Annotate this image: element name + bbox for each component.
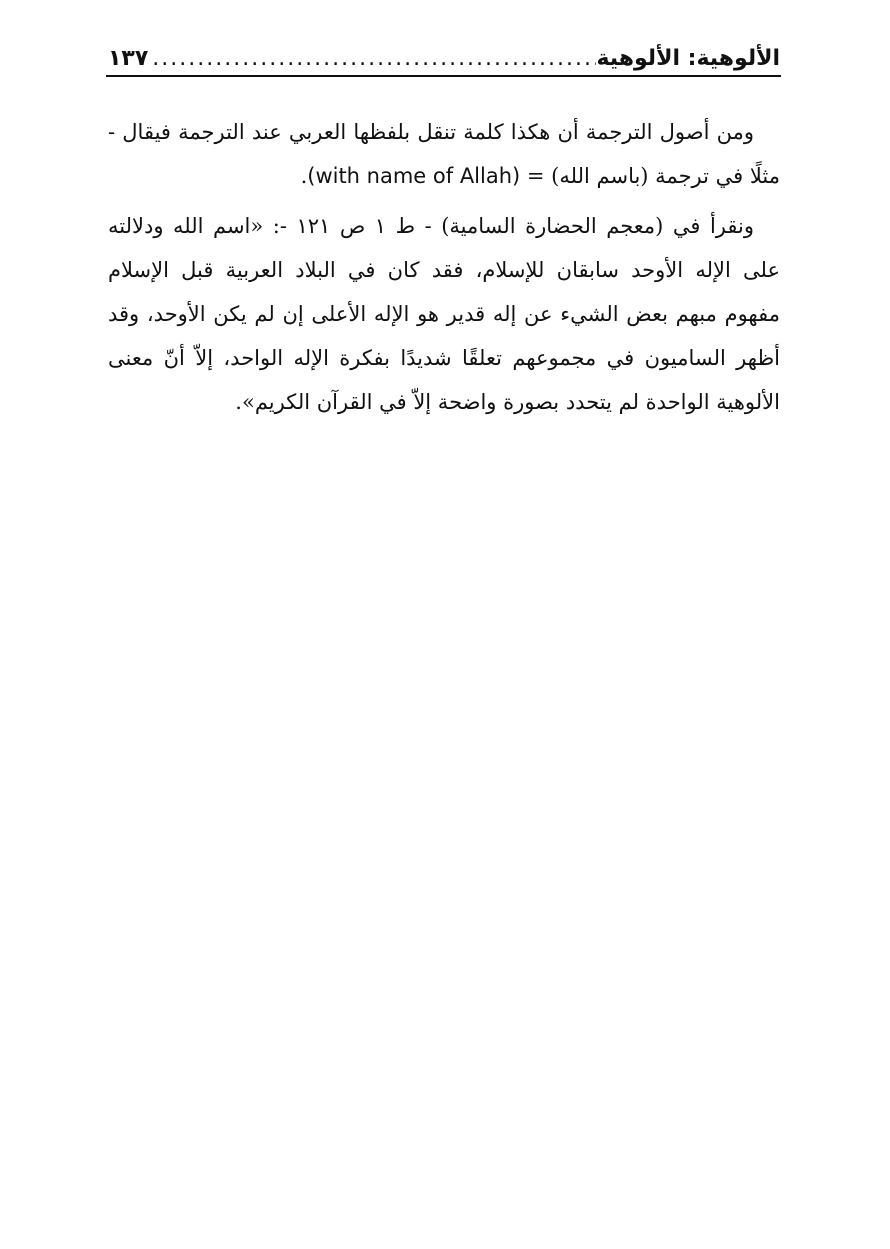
paragraph-1-latin-phrase: (with name of Allah) [307, 164, 521, 188]
body-text [108, 110, 780, 430]
paragraph-2: ونقرأ في (معجم الحضارة السامية) - ط ١ ص ١٢١ -: «اسم الله ودلالته على الإله الأوحد سابقان للإسلام، فقد كان في البلاد العربية قبل الإسلام مفهوم مبهم بعض الشيء عن إله قدير هو الإله الأعلى إن لم يكن الأوحد، وقد أظهر الساميون في مجموعهم تعلقًا شديدًا بفكرة الإله الواحد، إلاّ أنّ معنى الألوهية الواحدة لم يتحدد بصورة واضحة إلاّ في القرآن الكريم». [108, 214, 780, 414]
paragraph-1 [108, 110, 780, 198]
page-number: ١٣٧ [108, 46, 149, 71]
paragraph-1-text-start: ومن أصول الترجمة أن هكذا كلمة تنقل بلفظها العربي عند الترجمة فيقال - مثلًا في ترجمة (باسم الله) = [108, 120, 780, 188]
header-dot-leader [148, 44, 596, 74]
header-rule [106, 75, 781, 77]
running-header [108, 34, 780, 74]
paragraph-1-text-end: . [300, 164, 308, 188]
header-title: الألوهية: الألوهية [596, 46, 780, 71]
